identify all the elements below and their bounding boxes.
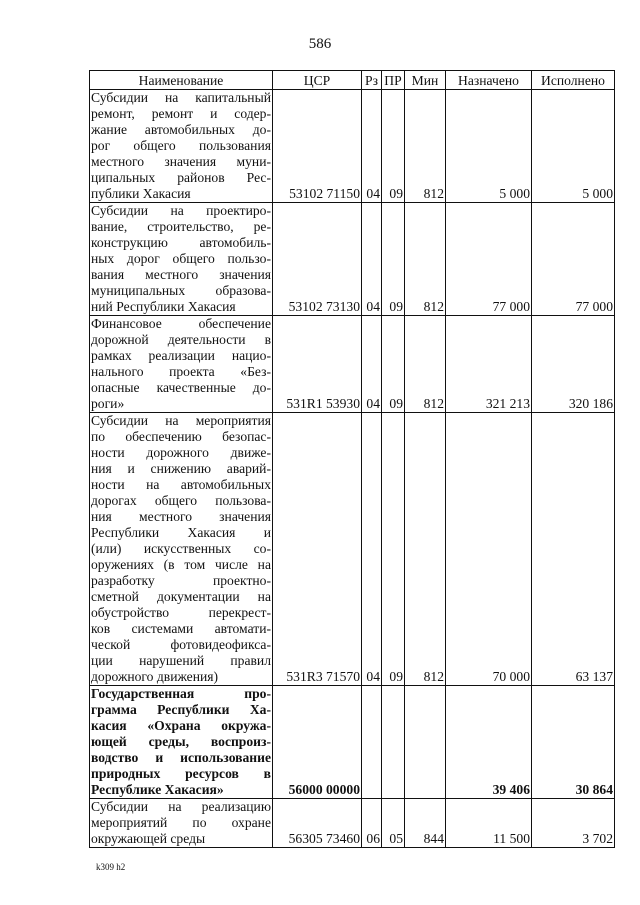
row-name-line: сметной документации на [91, 589, 271, 604]
row-min: 844 [405, 799, 446, 848]
row-name-line: нального проекта «Без- [91, 364, 271, 379]
row-csr: 56000 00000 [273, 686, 362, 799]
row-csr: 53102 73130 [273, 203, 362, 316]
row-name-line: ния и снижению аварий- [91, 461, 271, 476]
row-min: 812 [405, 413, 446, 686]
row-pr: 09 [382, 316, 405, 413]
row-pr: 09 [382, 90, 405, 203]
row-rz: 06 [362, 799, 382, 848]
row-name-line: ности на автомобильных [91, 477, 271, 492]
row-name-line: дорожного движения) [91, 669, 219, 684]
row-rz: 04 [362, 316, 382, 413]
row-executed: 63 137 [532, 413, 615, 686]
row-name [90, 203, 273, 316]
row-name-line: ний Республики Хакасия [91, 299, 236, 314]
row-name-line: ков системами автомати- [91, 621, 271, 636]
row-assigned: 77 000 [446, 203, 532, 316]
row-executed: 77 000 [532, 203, 615, 316]
header-pr: ПР [382, 71, 405, 90]
header-rz: Рз [362, 71, 382, 90]
row-name-line: роги» [91, 396, 125, 411]
row-csr: 56305 73460 [273, 799, 362, 848]
row-name [90, 316, 273, 413]
row-name-line: (или) искусственных со- [91, 541, 271, 556]
header-min: Мин [405, 71, 446, 90]
row-rz: 04 [362, 203, 382, 316]
row-rz: 04 [362, 413, 382, 686]
table-row [90, 203, 615, 316]
row-name-line: вания местного значения [91, 267, 271, 282]
table-row [90, 686, 615, 799]
row-name-line: жание автомобильных до- [91, 122, 271, 137]
row-assigned: 11 500 [446, 799, 532, 848]
row-name [90, 799, 273, 848]
budget-table [89, 70, 615, 848]
row-name-line: ности дорожного движе- [91, 445, 271, 460]
row-name-line: по обеспечению безопас- [91, 429, 271, 444]
row-rz: 04 [362, 90, 382, 203]
row-assigned: 39 406 [446, 686, 532, 799]
row-assigned: 70 000 [446, 413, 532, 686]
row-pr [382, 686, 405, 799]
row-name-line: публики Хакасия [91, 186, 191, 201]
row-name-line: ции нарушений правил [91, 653, 271, 668]
row-name-line: грамма Республики Ха- [91, 702, 271, 717]
row-assigned: 321 213 [446, 316, 532, 413]
row-pr: 05 [382, 799, 405, 848]
row-name-line: мероприятий по охране [91, 815, 271, 830]
row-name-line: муниципальных образова- [91, 283, 271, 298]
row-min [405, 686, 446, 799]
row-name-line: Финансовое обеспечение [91, 316, 271, 331]
row-min: 812 [405, 203, 446, 316]
row-name-line: опасные качественные до- [91, 380, 271, 395]
row-name [90, 413, 273, 686]
row-name-line: местного значения муни- [91, 154, 271, 169]
row-name-line: Субсидии на капитальный [91, 90, 271, 105]
table-header-row [90, 71, 615, 90]
row-name-line: природных ресурсов в [91, 766, 271, 781]
row-name-line: Субсидии на реализацию [91, 799, 271, 814]
row-name-line: Республике Хакасия» [91, 782, 224, 797]
footer-code: k309 h2 [96, 862, 126, 872]
row-name-line: ципальных районов Рес- [91, 170, 271, 185]
row-executed: 320 186 [532, 316, 615, 413]
row-name-line: вание, строительство, ре- [91, 219, 271, 234]
row-name-line: дорогах общего пользова- [91, 493, 271, 508]
row-name-line: конструкцию автомобиль- [91, 235, 271, 250]
page-number: 586 [308, 36, 332, 52]
row-name-line: Субсидии на мероприятия [91, 413, 271, 428]
row-name-line: ющей среды, воспроиз- [91, 734, 271, 749]
row-name-line: разработку проектно- [91, 573, 271, 588]
row-name-line: рамках реализации нацио- [91, 348, 271, 363]
header-assigned: Назначено [446, 71, 532, 90]
row-rz [362, 686, 382, 799]
row-name-line: обустройство перекрест- [91, 605, 271, 620]
row-name-line: окружающей среды [91, 831, 206, 846]
row-name-line: ния местного значения [91, 509, 271, 524]
row-name-line: дорожной деятельности в [91, 332, 271, 347]
row-name-line: Республики Хакасия и [91, 525, 271, 540]
table-row [90, 316, 615, 413]
row-min: 812 [405, 90, 446, 203]
header-name: Наименование [90, 71, 273, 90]
row-name-line: Субсидии на проектиро- [91, 203, 271, 218]
row-name-line: касия «Охрана окружа- [91, 718, 271, 733]
row-executed: 3 702 [532, 799, 615, 848]
row-assigned: 5 000 [446, 90, 532, 203]
row-executed: 5 000 [532, 90, 615, 203]
table-row [90, 90, 615, 203]
row-csr: 531R3 71570 [273, 413, 362, 686]
header-executed: Исполнено [532, 71, 615, 90]
row-pr: 09 [382, 413, 405, 686]
row-name-line: рог общего пользования [91, 138, 271, 153]
row-min: 812 [405, 316, 446, 413]
row-name [90, 686, 273, 799]
row-csr: 53102 71150 [273, 90, 362, 203]
header-csr: ЦСР [273, 71, 362, 90]
table-row [90, 413, 615, 686]
row-pr: 09 [382, 203, 405, 316]
table-row [90, 799, 615, 848]
row-name-line: ремонт, ремонт и содер- [91, 106, 271, 121]
row-csr: 531R1 53930 [273, 316, 362, 413]
row-name-line: водство и использование [91, 750, 271, 765]
row-name-line: Государственная про- [91, 686, 271, 701]
row-name [90, 90, 273, 203]
row-name-line: ных дорог общего пользо- [91, 251, 271, 266]
row-name-line: оружениях (в том числе на [91, 557, 271, 572]
row-name-line: ческой фотовидеофикса- [91, 637, 271, 652]
row-executed: 30 864 [532, 686, 615, 799]
